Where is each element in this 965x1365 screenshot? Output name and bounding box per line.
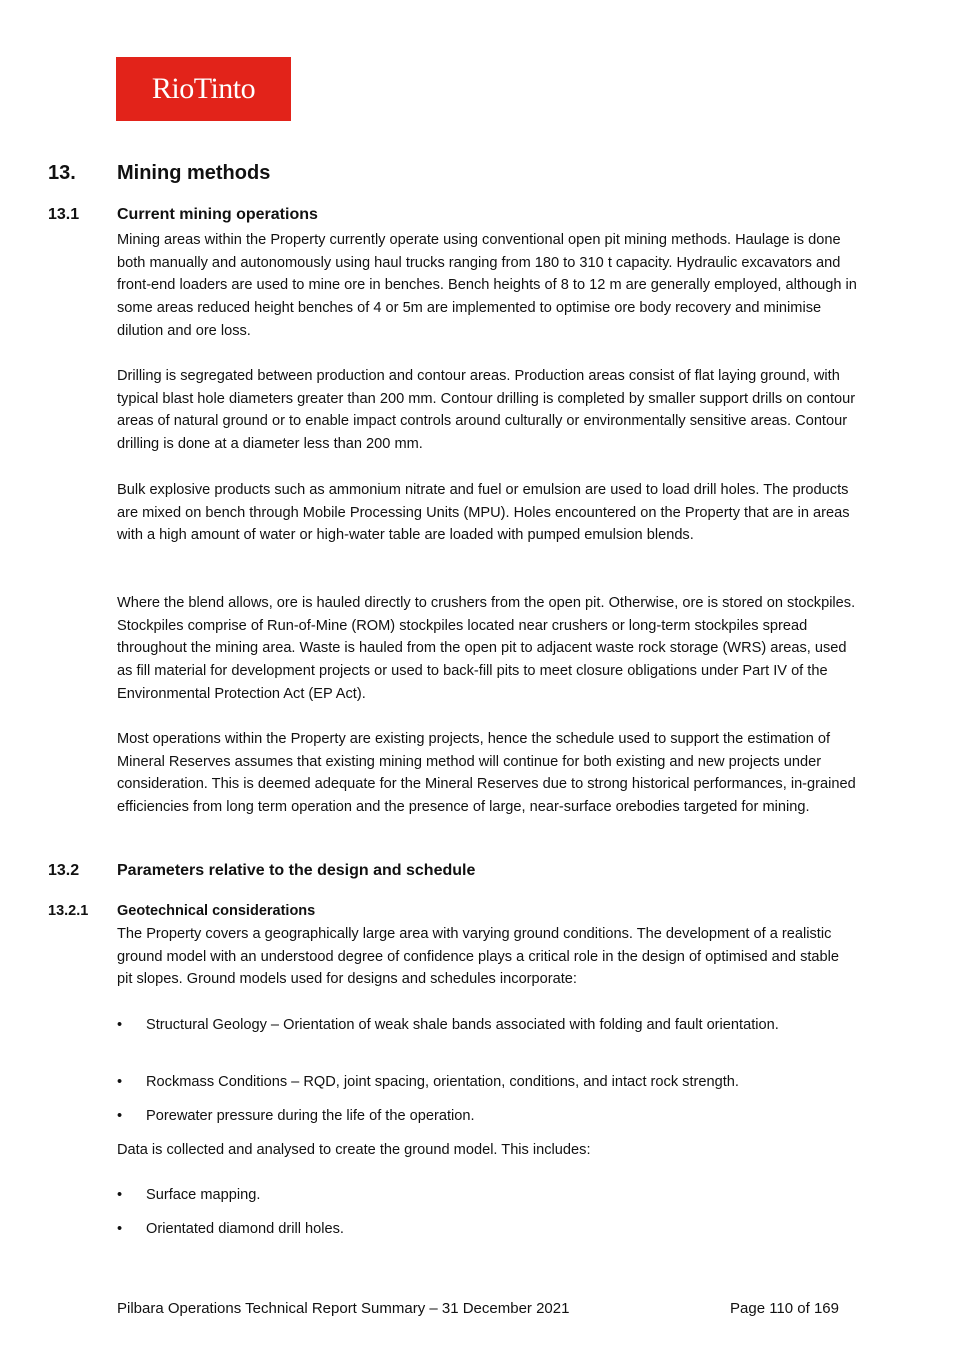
paragraph-mining-areas: Mining areas within the Property currently operate using conventional open pit mining methods. Haulage is done both manually and autonomously using haul trucks ranging from 180 to 310 t capacity. Hydraulic excavators and front-end loaders are used to mine ore in benches. Bench heights of 8 to 12 m are generally employed, although in some areas reduced height benches of 4 or 5m are implemented to optimise ore body recovery and minimise dilution and ore loss. <box>117 232 857 339</box>
subsection-title: Parameters relative to the design and schedule <box>117 862 476 879</box>
list-item-text: Surface mapping. <box>146 1187 261 1203</box>
paragraph-geotechnical-intro: The Property covers a geographically large area with varying ground conditions. The development of a realistic ground model with an understood degree of confidence plays a critical role in the design of optimised and stable pit slopes. Ground models used for designs and schedules incorporate: <box>117 926 840 988</box>
list-item <box>117 1071 837 1094</box>
bullet-icon: • <box>117 1017 123 1033</box>
subsection-number: 13.2 <box>48 862 80 879</box>
list-item-text: Porewater pressure during the life of the operation. <box>146 1108 475 1124</box>
section-title: Mining methods <box>117 162 271 184</box>
section-number: 13. <box>48 162 76 184</box>
list-item <box>117 1105 837 1128</box>
paragraph-data-collection: Data is collected and analysed to create the ground model. This includes: <box>117 1142 591 1158</box>
subsection-number: 13.1 <box>48 206 80 223</box>
list-item-text: Structural Geology – Orientation of weak shale bands associated with folding and fault orientation. <box>146 1017 779 1033</box>
subsubsection-number: 13.2.1 <box>48 903 89 919</box>
paragraph-existing-operations: Most operations within the Property are existing projects, hence the schedule used to support the estimation of Mineral Reserves assumes that existing mining method will continue for both existing and new projects under consideration. This is deemed adequate for the Mineral Reserves due to strong historical performances, in-grained efficiencies from long term operation and the presence of large, near-surface orebodies targeted for mining. <box>117 731 856 816</box>
list-item <box>117 1218 837 1241</box>
paragraph-ore-haulage: Where the blend allows, ore is hauled directly to crushers from the open pit. Otherwise, ore is stored on stockpiles. Stockpiles comprise of Run-of-Mine (ROM) stockpiles located near crushers or long-term stockpiles spread throughout the mining area. Waste is hauled from the open pit to adjacent waste rock storage (WRS) areas, used as fill material for development projects or used to back-fill pits to meet closure obligations under Part IV of the Environmental Protection Act (EP Act). <box>117 595 856 702</box>
rio-tinto-logo: RioTinto <box>116 57 291 121</box>
list-item-text: Orientated diamond drill holes. <box>146 1221 344 1237</box>
footer-report-title: Pilbara Operations Technical Report Summary – 31 December 2021 <box>117 1300 570 1317</box>
bullet-icon: • <box>117 1221 123 1237</box>
bullet-icon: • <box>117 1074 123 1090</box>
subsubsection-title: Geotechnical considerations <box>117 903 316 919</box>
list-item <box>117 1014 837 1037</box>
paragraph-drilling: Drilling is segregated between production and contour areas. Production areas consist of flat laying ground, with typical blast hole diameters greater than 200 mm. Contour drilling is completed by smaller support drills on contour areas of natural ground or to enable impact controls around culturally or environmentally sensitive areas. Contour drilling is done at a diameter less than 200 mm. <box>117 368 856 453</box>
subsection-title: Current mining operations <box>117 206 318 223</box>
paragraph-explosives: Bulk explosive products such as ammonium nitrate and fuel or emulsion are used to load drill holes. The products are mixed on bench through Mobile Processing Units (MPU). Holes encountered on the Property that are in areas with a high amount of water or high-water table are loaded with pumped emulsion blends. <box>117 482 850 544</box>
footer-page-number: Page 110 of 169 <box>730 1300 839 1317</box>
list-item-text: Rockmass Conditions – RQD, joint spacing, orientation, conditions, and intact rock strength. <box>146 1074 739 1090</box>
bullet-icon: • <box>117 1108 123 1124</box>
list-item <box>117 1184 837 1207</box>
bullet-icon: • <box>117 1187 123 1203</box>
